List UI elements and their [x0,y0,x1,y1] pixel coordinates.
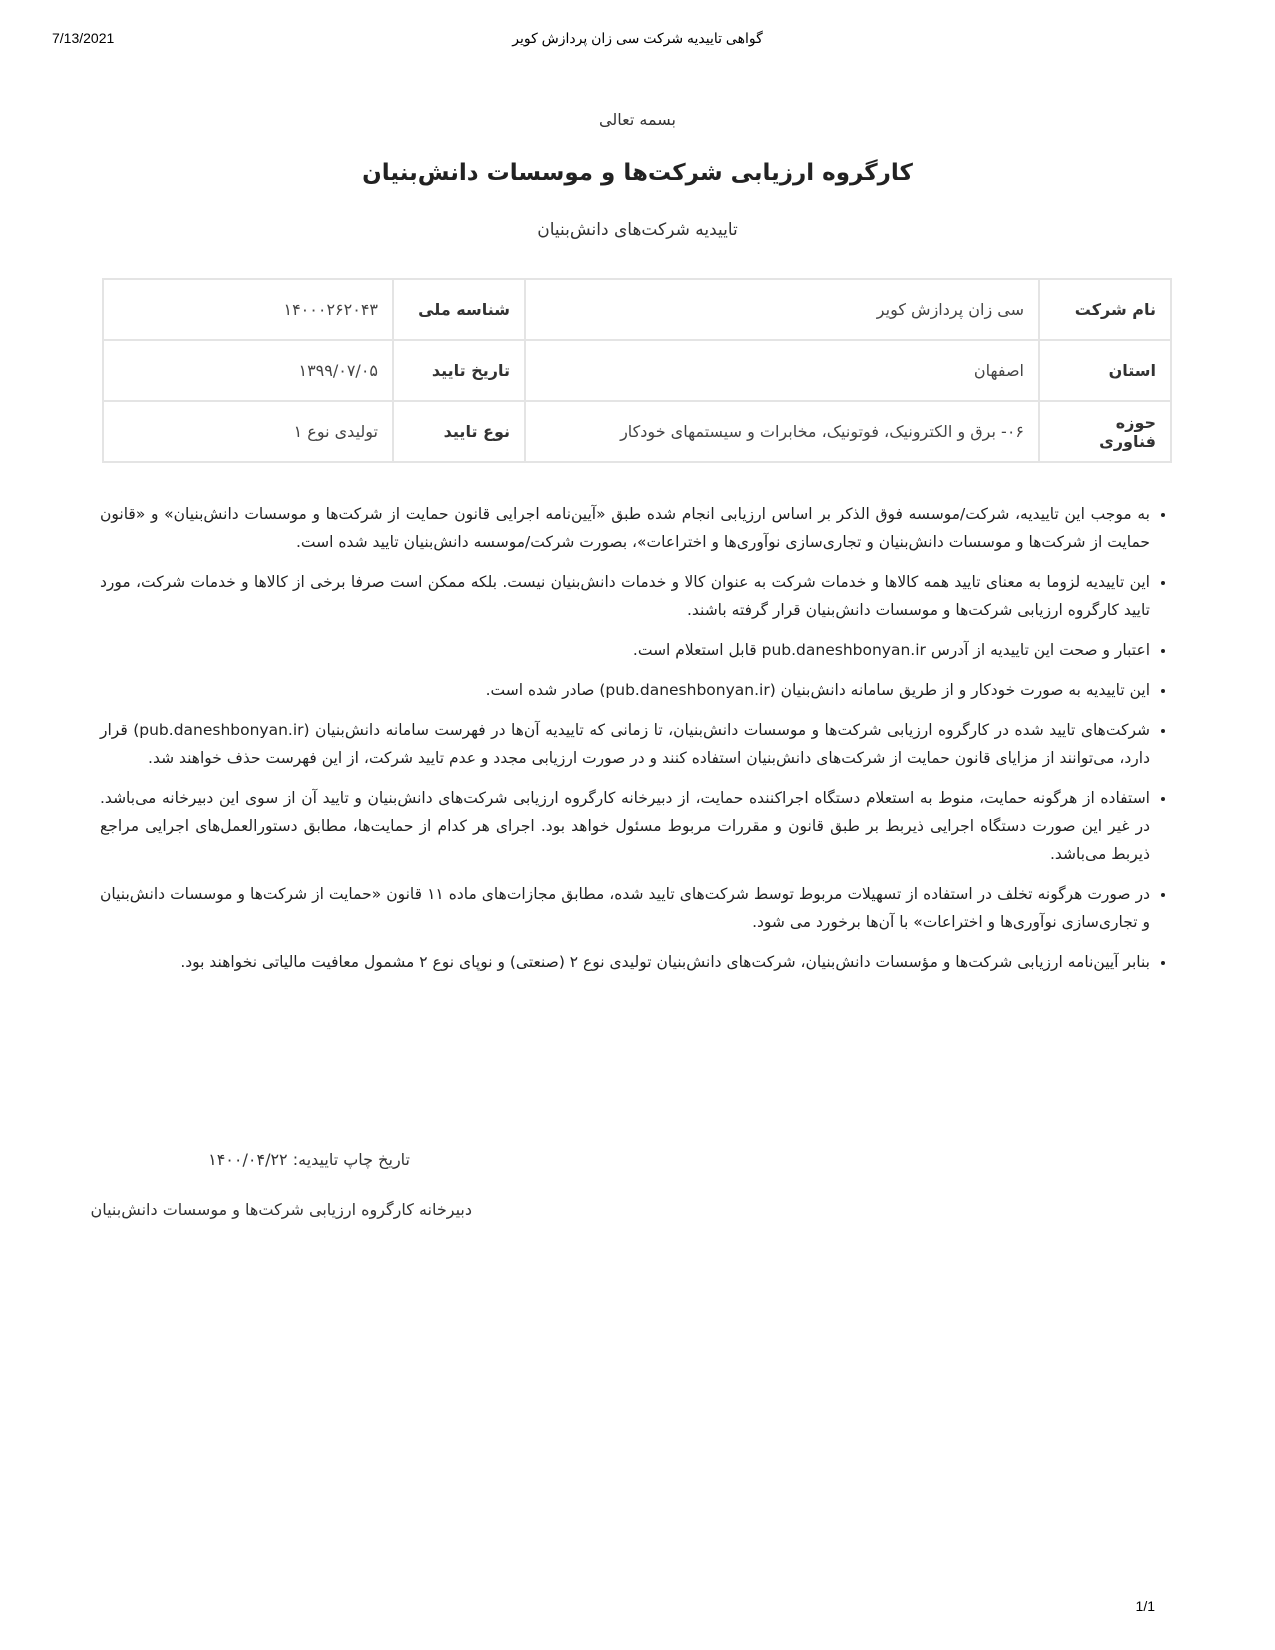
list-item: • به موجب این تاییدیه، شرکت/موسسه فوق الذکر بر اساس ارزیابی انجام شده طبق «آیین‌نامه اجرایی قانون حمایت از شرکت‌ها و موسسات دانش‌بنیان» و «قانون حمایت از شرکت‌ها و موسسات دانش‌بنیان و تجاری‌سازی نوآوری‌ها و اختراعات»، بصورت شرکت/موسسه دانش‌بنیان تایید شده است. [100,500,1150,556]
list-item: • در صورت هرگونه تخلف در استفاده از تسهیلات مربوط توسط شرکت‌های تایید شده، مطابق مجازات‌های ماده ۱۱ قانون «حمایت از شرکت‌ها و موسسات دانش‌بنیان و تجاری‌سازی نوآوری‌ها و اختراعات» با آن‌ها برخورد می شود. [100,880,1150,936]
table-row [103,279,1171,340]
company-name-label: نام شرکت [1039,279,1171,340]
notes-list [100,500,1174,988]
company-info-table [102,278,1172,463]
table-row [103,401,1171,462]
national-id-label: شناسه ملی [393,279,525,340]
approval-type-value: تولیدی نوع ۱ [103,401,393,462]
print-date: 7/13/2021 [52,30,115,46]
page-number: 1/1 [1135,1598,1155,1614]
tech-field-value: ۰۶- برق و الکترونیک، فوتونیک، مخابرات و سیستمهای خودکار [525,401,1039,462]
approval-date-value: ۱۳۹۹/۰۷/۰۵ [103,340,393,401]
list-item: • بنابر آیین‌نامه ارزیابی شرکت‌ها و مؤسسات دانش‌بنیان، شرکت‌های دانش‌بنیان تولیدی نوع ۲ (صنعتی) و نوپای نوع ۲ مشمول معافیت مالیاتی نخواهند بود. [100,948,1150,976]
list-item: • این تاییدیه به صورت خودکار و از طریق سامانه دانش‌بنیان (pub.daneshbonyan.ir) صادر شده است. [100,676,1150,704]
bismillah: بسمه تعالی [599,110,676,129]
print-header [0,30,1275,50]
print-title: گواهی تاییدیه شرکت سی زان پردازش کویر [512,30,763,46]
table-row [103,340,1171,401]
list-item: • شرکت‌های تایید شده در کارگروه ارزیابی شرکت‌ها و موسسات دانش‌بنیان، تا زمانی که تاییدیه آن‌ها در فهرست سامانه دانش‌بنیان (pub.daneshbonyan.ir) قرار دارد، می‌توانند از مزایای قانون حمایت از شرکت‌های دانش‌بنیان استفاده کنند و در صورت ارزیابی مجدد و عدم تایید شرکت، از این فهرست حذف خواهند شد. [100,716,1150,772]
province-value: اصفهان [525,340,1039,401]
page-title: کارگروه ارزیابی شرکت‌ها و موسسات دانش‌بنیان [362,160,913,186]
tech-field-label: حوزه فناوری [1039,401,1171,462]
list-item: • اعتبار و صحت این تاییدیه از آدرس pub.daneshbonyan.ir قابل استعلام است. [100,636,1150,664]
national-id-value: ۱۴۰۰۰۲۶۲۰۴۳ [103,279,393,340]
approval-type-label: نوع تایید [393,401,525,462]
page-subtitle: تاییدیه شرکت‌های دانش‌بنیان [537,220,738,240]
province-label: استان [1039,340,1171,401]
list-item: • این تاییدیه لزوما به معنای تایید همه کالاها و خدمات شرکت به عنوان کالا و خدمات دانش‌بنیان نیست. بلکه ممکن است صرفا برخی از کالاها و خدمات شرکت، مورد تایید کارگروه ارزیابی شرکت‌ها و موسسات دانش‌بنیان قرار گرفته باشند. [100,568,1150,624]
company-name-value: سی زان پردازش کویر [525,279,1039,340]
list-item: • استفاده از هرگونه حمایت، منوط به استعلام دستگاه اجراکننده حمایت، از دبیرخانه کارگروه ارزیابی شرکت‌های دانش‌بنیان و تایید آن از سوی این دبیرخانه می‌باشد. در غیر این صورت دستگاه اجرایی ذیربط بر طبق قانون و مقررات مربوط مسئول خواهد بود. اجرای هر کدام از حمایت‌ها، مطابق دستورالعمل‌های اجرایی مراجع ذیربط می‌باشد. [100,784,1150,868]
secretariat-signature: دبیرخانه کارگروه ارزیابی شرکت‌ها و موسسات دانش‌بنیان [90,1200,472,1219]
print-date-line: تاریخ چاپ تاییدیه: ۱۴۰۰/۰۴/۲۲ [208,1150,410,1169]
approval-date-label: تاریخ تایید [393,340,525,401]
